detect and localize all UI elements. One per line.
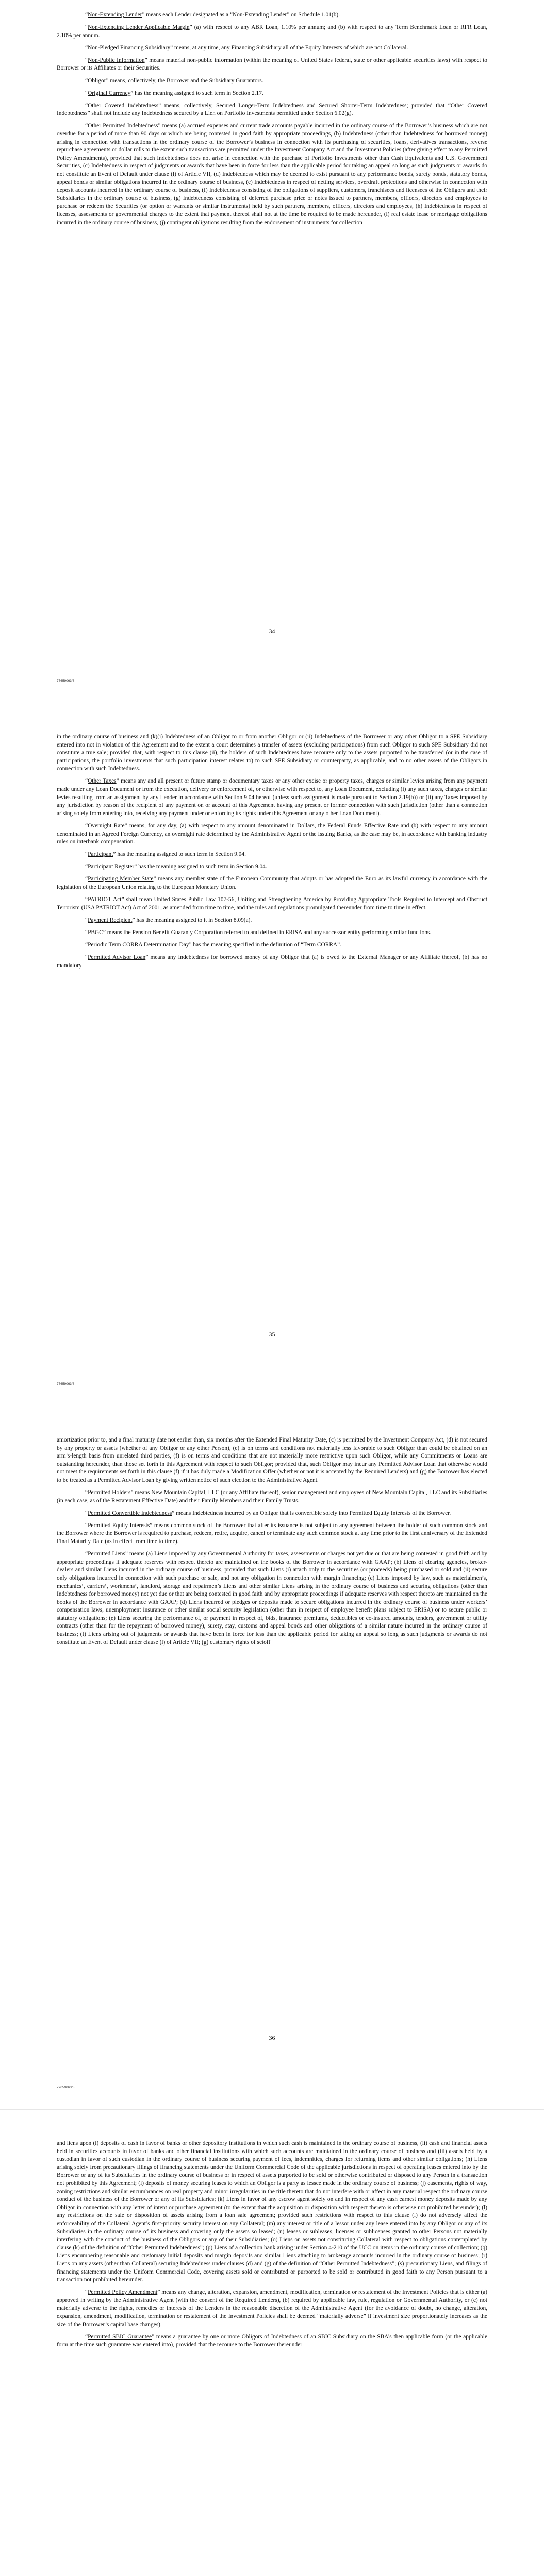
- page-body: [57, 2140, 487, 2353]
- defined-term: Non-Extending Lender Applicable Margin: [88, 24, 190, 31]
- definition-paragraph: [57, 777, 487, 818]
- definition-text: ” means any change, alteration, expansion, amendment, modification, termination or restatement of the Investment Policies that is either (a) approved in writing by the Administrative Agent (with the consent of the Required Lenders), (b) required by applicable law, rule, regulation or Governmental Authority, or (c) not materially adverse to the rights, remedies or interests of the Lenders in the reasonable discretion of the Administrative Agent (for the avoidance of doubt, no change, alteration, expansion, amendment, modification, termination or restatement of the Investment Policies shall be deemed “materially adverse” if investment size proportionately increases as the size of the Borrower’s capital base changes).: [57, 2289, 487, 2328]
- opening-quote: “: [85, 44, 88, 51]
- opening-quote: “: [85, 1551, 88, 1557]
- opening-quote: “: [85, 1510, 88, 1516]
- opening-quote: “: [85, 778, 88, 785]
- definition-text: ” has the meaning assigned to such term in Section 9.04.: [134, 863, 267, 870]
- definition-text: ” means (a) accrued expenses and current trade accounts payable incurred in the ordinary course of the Borrower’s business which are not overdue for a period of more than 90 days or which are being contested in good faith by appropriate proceedings, (b) Indebtedness (other than Indebtedness for borrowed money) arising in connection with transactions in the ordinary course of the Borrower’s business in connection with its purchasing of securities, loans, derivatives transactions, reverse repurchase agreements or dollar rolls to the extent such transactions are permitted under the Investment Company Act and the Investment Policies (after giving effect to any Permitted Policy Amendments), provided that such Indebtedness does not arise in connection with the purchase of Portfolio Investments other than Cash Equivalents and U.S. Government Securities, (c) Indebtedness in respect of judgments or awards that have been in force for less than the applicable period for taking an appeal so long as such judgments or awards do not constitute an Event of Default under clause (l) of Article VII, (d) Indebtedness which may be deemed to exist pursuant to any performance bonds, surety bonds, statutory bonds, appeal bonds or similar obligations incurred in the ordinary course of business, (e) Indebtedness in respect of netting services, overdraft protections and otherwise in connection with deposit accounts incurred in the ordinary course of business, (f) Indebtedness consisting of the obligations of suppliers, customers, franchisees and licensees of the Obligors and their Subsidiaries in the ordinary course of business, (g) Indebtedness consisting of deferred purchase price or notes issued to partners, members, officers, directors and employees to purchase or redeem the Securities (or option or warrants or similar instruments) held by such partners, members, officers, directors and employees, (h) Indebtedness in respect of licenses, assessments or governmental charges to the extent that payment thereof shall not at the time be required to be made hereunder, (i) real estate lease or mortgage obligations incurred in the ordinary course of business, (j) contingent obligations resulting from the endorsement of instruments for collection: [57, 123, 488, 226]
- page-body: [57, 1436, 487, 1651]
- defined-term: Permitted SBIC Guarantee: [88, 2333, 152, 2340]
- opening-quote: “: [85, 2333, 88, 2340]
- definition-paragraph: [57, 822, 487, 846]
- definition-text: ” means, at any time, any Financing Subsidiary all of the Equity Interests of which are not Collateral.: [170, 44, 408, 51]
- defined-term: Other Permitted Indebtedness: [88, 123, 158, 129]
- definition-text: ” has the meaning assigned to it in Section 8.09(a).: [132, 917, 252, 923]
- page-number: 35: [269, 1331, 275, 1338]
- definition-paragraph: [57, 1489, 487, 1505]
- definition-text: ” means material non-public information (within the meaning of United States federal, state or other applicable securities laws) with respect to Borrower or its Affiliates or their Securities.: [57, 57, 487, 72]
- definition-paragraph: [57, 863, 487, 871]
- definition-paragraph: [57, 1550, 487, 1647]
- definition-paragraph: [57, 929, 487, 937]
- defined-term: Non-Public Information: [88, 57, 145, 63]
- defined-term: Original Currency: [88, 90, 131, 96]
- document-id: 77659063/8: [57, 1382, 75, 1386]
- opening-quote: “: [85, 876, 88, 883]
- page-body: [57, 733, 487, 974]
- definition-text: ” means a guarantee by one or more Obligors of Indebtedness of an SBIC Subsidiary on the SBA’s then applicable form (or the applicable form at the time such guarantee was entered into), provided that the recourse to the Borrower thereunder: [57, 2333, 487, 2348]
- document-id: 77659063/8: [57, 2086, 75, 2089]
- document-page-35: [0, 703, 544, 1406]
- defined-term: Obligor: [88, 77, 106, 84]
- defined-term: Permitted Equity Interests: [88, 1522, 150, 1529]
- definition-text: and liens upon (i) deposits of cash in favor of banks or other depository institutions in which such cash is maintained in the ordinary course of business, (ii) cash and financial assets held in securities accounts in favor of banks and other financial institutions with which such accounts are maintained in the ordinary course of business and (iii) assets held by a custodian in favor of such custodian in the ordinary course of business securing payment of fees, indemnities, charges for returning items and other similar obligations; (h) Liens arising solely from precautionary filings of financing statements under the Uniform Commercial Code of the applicable jurisdictions in respect of operating leases entered into by the Borrower or any of its Subsidiaries in the ordinary course of business or in respect of assets purported to be sold or otherwise contributed or disposed to any Person in a transaction not prohibited by this Agreement; (i) deposits of money securing leases to which an Obligor is a party as lessee made in the ordinary course of business; (j) easements, rights of way, zoning restrictions and similar encumbrances on real property and minor irregularities in the title thereto that do not interfere with or affect in any material respect the ordinary course conduct of the business of the Borrower or any of its Subsidiaries; (k) Liens in favor of any escrow agent solely on and in respect of any cash earnest money deposits made by any Obligor in connection with any letter of intent or purchase agreement (to the extent that the acquisition or disposition with respect thereto is otherwise not prohibited hereunder); (l) any restrictions on the sale or disposition of assets arising from a loan sale agreement; provided such restrictions with respect to this clause (l) do not adversely affect the enforceability of the Collateral Agent’s first-priority security interest on any Collateral; (m) any interest or title of a lessor under any lease entered into by any Obligor or any of its Subsidiaries in the ordinary course of its business and covering only the assets so leased; (n) leases or subleases, licenses or sublicenses granted to other Persons not materially interfering with the conduct of the business of the Obligors or any of their Subsidiaries; (o) Liens on assets not constituting Collateral with respect to obligations contemplated by clause (k) of the definition of “Other Permitted Indebtedness”; (p) Liens of a collection bank arising under Section 4-210 of the UCC on items in the ordinary course of collection; (q) Liens encumbering reasonable and customary initial deposits and margin deposits and similar Liens attaching to brokerage accounts incurred in the ordinary course of business; (r) Liens on any assets (other than Collateral) securing Indebtedness under clauses (d) and (g) of the definition of “Other Permitted Indebtedness”; (s) precautionary Liens, and filings of financing statements under the Uniform Commercial Code, covering assets sold or contributed or purported to be sold or contributed in good faith to any Person pursuant to a transaction not prohibited hereunder.: [57, 2140, 487, 2283]
- opening-quote: “: [85, 24, 88, 31]
- definition-paragraph: [57, 44, 487, 53]
- definition-paragraph: [57, 1522, 487, 1546]
- opening-quote: “: [85, 954, 88, 961]
- definition-text: ” has the meaning assigned to such term in Section 2.17.: [130, 90, 263, 96]
- definition-paragraph: [57, 875, 487, 891]
- definition-text: ” shall mean United States Public Law 107-56, Uniting and Strengthening America by Providing Appropriate Tools Required to Intercept and Obstruct Terrorism (USA PATRIOT Act) Act of 2001, as amended from time to time, and the rules and regulations promulgated thereunder from time to time in effect.: [57, 896, 487, 911]
- page-body: [57, 11, 487, 231]
- opening-quote: “: [85, 929, 88, 936]
- page-number: 34: [269, 628, 275, 635]
- defined-term: Overnight Rate: [88, 822, 125, 829]
- definition-text: ” means Indebtedness incurred by an Obligor that is convertible solely into Permitted Equity Interests of the Borrower.: [172, 1510, 451, 1516]
- definition-paragraph: [57, 11, 487, 20]
- defined-term: Permitted Holders: [88, 1489, 131, 1496]
- opening-quote: “: [85, 896, 88, 903]
- opening-quote: “: [85, 1489, 88, 1496]
- defined-term: Permitted Liens: [88, 1551, 125, 1557]
- opening-quote: “: [85, 917, 88, 923]
- definition-text: ” has the meaning assigned to such term in Section 9.04.: [113, 851, 246, 858]
- opening-quote: “: [85, 863, 88, 870]
- definition-paragraph: [57, 917, 487, 925]
- page-number: 36: [269, 2034, 275, 2041]
- opening-quote: “: [85, 90, 88, 96]
- defined-term: Other Covered Indebtedness: [88, 102, 159, 109]
- definition-text: ” means New Mountain Capital, LLC (or any Affiliate thereof), senior management and employees of New Mountain Capital, LLC and its Subsidiaries (in each case, as of the Restatement Effective Date) and their Family Members and their Family Trusts.: [57, 1489, 487, 1504]
- defined-term: Permitted Advisor Loan: [88, 954, 146, 961]
- definition-paragraph: [57, 90, 487, 98]
- defined-term: Permitted Policy Amendment: [88, 2289, 158, 2296]
- definition-text: in the ordinary course of business and (k)(i) Indebtedness of an Obligor to or from another Obligor or (ii) Indebtedness of the Borrower or any other Obligor to a SPE Subsidiary entered into not in violation of this Agreement and to the extent a court determines a transfer of assets (excluding participations) from such Obligor to such SPE Subsidiary did not constitute a true sale; provided that, with respect to this clause (ii), the holders of such Indebtedness have recourse only to the assets purported to be transferred (or in the case of participations, the portfolio investments that such participation interest relates to) to such SPE Subsidiary or counterparty, as applicable, and to no other assets of the Obligors in connection with such Indebtedness.: [57, 734, 487, 772]
- opening-quote: “: [85, 77, 88, 84]
- opening-quote: “: [85, 123, 88, 129]
- definition-paragraph: [57, 851, 487, 859]
- defined-term: Payment Recipient: [88, 917, 133, 923]
- opening-quote: “: [85, 1522, 88, 1529]
- definition-text: ” means each Lender designated as a “Non-Extending Lender” on Schedule 1.01(b).: [142, 12, 340, 18]
- opening-quote: “: [85, 822, 88, 829]
- definition-text: ” (a) with respect to any ABR Loan, 1.10% per annum; and (b) with respect to any Term Benchmark Loan or RFR Loan, 2.10% per annum.: [57, 24, 487, 39]
- defined-term: PATRIOT Act: [88, 896, 122, 903]
- opening-quote: “: [85, 851, 88, 858]
- definition-paragraph: [57, 896, 487, 912]
- definition-text: ” has the meaning specified in the definition of “Term CORRA”.: [189, 941, 342, 948]
- opening-quote: “: [85, 2289, 88, 2296]
- defined-term: Other Taxes: [88, 778, 117, 785]
- continuation-paragraph: [57, 1436, 487, 1485]
- opening-quote: “: [85, 57, 88, 63]
- document-page-37: [0, 2110, 544, 2576]
- defined-term: Participant Register: [88, 863, 135, 870]
- definition-paragraph: [57, 1510, 487, 1518]
- definition-paragraph: [57, 122, 487, 227]
- definition-paragraph: [57, 24, 487, 40]
- opening-quote: “: [85, 941, 88, 948]
- definition-paragraph: [57, 102, 487, 118]
- definition-text: amortization prior to, and a final maturity date not earlier than, six months after the Extended Final Maturity Date, (c) is permitted by the Investment Company Act, (d) is not secured by any property or assets (whether of any Obligor or any other Person), (e) is on terms and conditions not materially less favorable to such Obligor than could be obtained on an arm’s-length basis from unrelated third parties, (f) is on terms and conditions that are not materially more restrictive upon such Obligor, while any Commitments or Loans are outstanding hereunder, than those set forth in this Agreement with respect to such Obligor; provided that, such Obligor may incur any Permitted Advisor Loan that otherwise would not meet the requirements set forth in this clause (f) if it has duly made a Modification Offer (whether or not it is accepted by the Required Lenders) and (g) the Borrower has elected to be treated as a Permitted Advisor Loan by giving written notice of such election to the Administrative Agent.: [57, 1437, 487, 1483]
- definition-paragraph: [57, 954, 487, 970]
- continuation-paragraph: [57, 2140, 487, 2284]
- defined-term: Non-Pledged Financing Subsidiary: [88, 44, 171, 51]
- definition-text: ” means, for any day, (a) with respect to any amount denominated in Dollars, the Federal Funds Effective Rate and (b) with respect to any amount denominated in an Agreed Foreign Currency, an overnight rate determined by the Administrative Agent or the Issuing Banks, as the case may be, in accordance with banking industry rules on interbank compensation.: [57, 822, 487, 845]
- defined-term: Permitted Convertible Indebtedness: [88, 1510, 172, 1516]
- definition-text: ” means the Pension Benefit Guaranty Corporation referred to and defined in ERISA and any successor entity performing similar functions.: [103, 929, 432, 936]
- document-page-36: [0, 1406, 544, 2110]
- opening-quote: “: [85, 12, 88, 18]
- definition-paragraph: [57, 77, 487, 86]
- definition-text: ” means, collectively, Secured Longer-Term Indebtedness and Secured Shorter-Term Indebtedness; provided that “Other Covered Indebtedness” shall not include any Indebtedness secured by a Lien on Portfolio Investments permitted under Section 6.02(g).: [57, 102, 488, 117]
- defined-term: Participant: [88, 851, 113, 858]
- defined-term: Participating Member State: [88, 876, 154, 883]
- document-id: 77659063/8: [57, 679, 75, 683]
- definition-paragraph: [57, 941, 487, 950]
- definition-text: ” means any member state of the European Community that adopts or has adopted the Euro as its lawful currency in accordance with the legislation of the European Union relating to the European Monetary Union.: [57, 876, 487, 890]
- continuation-paragraph: [57, 733, 487, 773]
- definition-paragraph: [57, 57, 487, 73]
- opening-quote: “: [85, 102, 88, 109]
- definition-text: ” means any and all present or future stamp or documentary taxes or any other excise or property taxes, charges or similar levies arising from any payment made under any Loan Document or from the execution, delivery or enforcement of, or otherwise with respect to, any Loan Document, excluding (i) any such taxes, charges or similar levies resulting from an assignment by any Lender in accordance with Section 9.04 hereof (unless such assignment is made pursuant to Section 2.19(b)) or (ii) any Taxes imposed by any jurisdiction by reason of the recipient of any payment on or account of this Agreement having any present or former connection with such jurisdiction (other than a connection arising solely from entering into, receiving any payment under or enforcing its rights under this Agreement or any other Loan Document).: [57, 778, 487, 817]
- definition-text: ” means, collectively, the Borrower and the Subsidiary Guarantors.: [106, 77, 263, 84]
- defined-term: Periodic Term CORRA Determination Day: [88, 941, 189, 948]
- definition-text: ” means common stock of the Borrower that after its issuance is not subject to any agreement between the holder of such common stock and the Borrower where the Borrower is required to purchase, redeem, retire, acquire, cancel or terminate any such common stock at any time prior to the first anniversary of the Extended Final Maturity Date (as in effect from time to time).: [57, 1522, 487, 1545]
- defined-term: PBGC: [88, 929, 103, 936]
- definition-paragraph: [57, 2289, 487, 2329]
- document-page-34: [0, 0, 544, 703]
- definition-text: ” means any Indebtedness for borrowed money of any Obligor that (a) is owed to the External Manager or any Affiliate thereof, (b) has no mandatory: [57, 954, 487, 969]
- definition-text: ” means (a) Liens imposed by any Governmental Authority for taxes, assessments or charges not yet due or that are being contested in good faith and by appropriate proceedings if adequate reserves with respect thereto are maintained on the books of the Borrower in accordance with GAAP; (b) Liens of clearing agencies, broker-dealers and similar Liens incurred in the ordinary course of business, provided that such Liens (i) attach only to the securities (or proceeds) being purchased or sold and (ii) secure only obligations incurred in connection with such purchase or sale, and not any obligation in connection with margin financing; (c) Liens imposed by law, such as materialmen’s, mechanics’, carriers’, workmens’, landlord, storage and repairmen’s Liens and other similar Liens arising in the ordinary course of business and securing obligations (other than Indebtedness for borrowed money) not yet due or that are being contested in good faith and by appropriate proceedings if adequate reserves with respect thereto are maintained on the books of the Borrower in accordance with GAAP; (d) Liens incurred or pledges or deposits made to secure obligations incurred in the ordinary course of business under workers’ compensation laws, unemployment insurance or other similar social security legislation (other than in respect of employee benefit plans subject to ERISA) or to secure public or statutory obligations; (e) Liens securing the performance of, or payment in respect of, bids, insurance premiums, deductibles or co-insured amounts, tenders, government or utility contracts (other than for the repayment of borrowed money), surety, stay, customs and appeal bonds and other obligations of a similar nature incurred in the ordinary course of business; (f) Liens arising out of judgments or awards that have been in force for less than the applicable period for taking an appeal so long as such judgments or awards do not constitute an Event of Default under clause (l) of Article VII; (g) customary rights of setoff: [57, 1551, 487, 1646]
- definition-paragraph: [57, 2333, 487, 2349]
- defined-term: Non-Extending Lender: [88, 12, 142, 18]
